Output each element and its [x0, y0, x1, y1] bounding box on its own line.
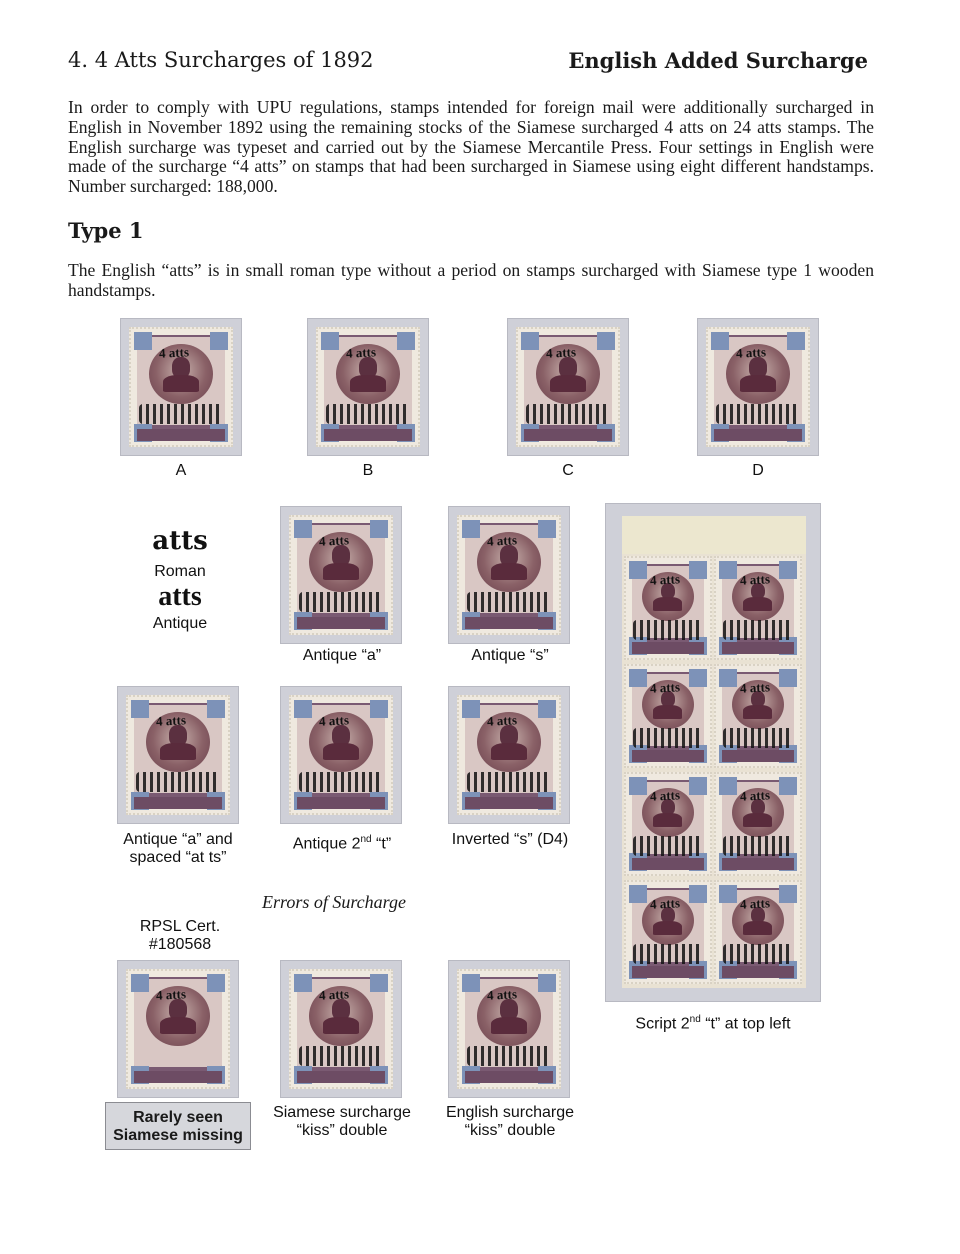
roman-sample: atts [152, 526, 208, 556]
overlay-text: 4 atts [739, 679, 770, 696]
caption-a: A [175, 462, 187, 479]
rare-line-1: Rarely seen [133, 1109, 223, 1126]
page-title: 4. 4 Atts Surcharges of 1892 [68, 48, 374, 72]
antique-label: Antique [152, 615, 208, 632]
stamp-image [129, 327, 233, 447]
caption-superscript: nd [689, 1014, 701, 1025]
overlay-text: 4 atts [155, 986, 187, 1004]
stamp-image [516, 327, 620, 447]
stamp-image [316, 327, 420, 447]
overlay-text: 4 atts [649, 571, 680, 588]
caption-siamese-kiss: Siamese surcharge “kiss” double [273, 1104, 411, 1139]
overlay-text: 4 atts [649, 895, 680, 912]
overlay-text: 4 atts [545, 344, 577, 362]
overlay-text: 4 atts [158, 344, 190, 362]
overlay-text: 4 atts [486, 712, 518, 730]
rare-line-2: Siamese missing [113, 1127, 243, 1144]
block-stamp [624, 556, 712, 660]
overlay-text: 4 atts [649, 787, 680, 804]
overlay-text: 4 atts [318, 712, 350, 730]
stamp-mount-b [307, 318, 429, 456]
block-stamp [624, 880, 712, 984]
overlay-text: 4 atts [739, 787, 770, 804]
caption-inverted-s: Inverted “s” (D4) [451, 831, 569, 848]
overlay-text: 4 atts [739, 571, 770, 588]
stamp-mount-english-kiss [448, 960, 570, 1098]
stamp-mount-antique-s [448, 506, 570, 644]
caption-text: Antique 2 [292, 835, 361, 853]
intro-paragraph: In order to comply with UPU regulations, stamps intended for foreign mail were additionally surcharged in English in November 1892 using the remaining stocks of the Siamese surcharged 4 atts on 24 atts stamps. The English surcharge was typeset and carried out by the Siamese Mercantile Press. Four settings in English were made of the surcharge “4 atts” on stamps that had been surcharged in Siamese using eight different handstamps. Number surcharged: 188,000. [68, 97, 874, 197]
stamp-mount-c [507, 318, 629, 456]
overlay-text: 4 atts [486, 532, 518, 550]
stamp-mount-antique-a [280, 506, 402, 644]
block-stamp [714, 880, 802, 984]
stamp-image [289, 515, 393, 635]
stamp-image [289, 969, 393, 1089]
caption-block [605, 1011, 821, 1033]
caption-text: Script 2 [635, 1015, 690, 1033]
overlay-text: 4 atts [739, 895, 770, 912]
overlay-text: 4 atts [735, 344, 767, 362]
caption-spaced: Antique “a” and spaced “at ts” [123, 831, 233, 866]
stamp-mount-antique-t [280, 686, 402, 824]
stamp-mount-a [120, 318, 242, 456]
rpsl-cert: RPSL Cert. #180568 [139, 918, 221, 953]
stamp-mount-spaced [117, 686, 239, 824]
block-stamp [624, 664, 712, 768]
section-title: English Added Surcharge [568, 48, 868, 73]
errors-heading: Errors of Surcharge [262, 892, 406, 912]
stamp-image [706, 327, 810, 447]
type-heading: Type 1 [68, 218, 144, 243]
caption-text: “t” at top left [700, 1015, 791, 1033]
overlay-text: 4 atts [318, 532, 350, 550]
caption-antique-a: Antique “a” [302, 647, 382, 664]
stamp-mount-inverted-s [448, 686, 570, 824]
block-stamp [714, 664, 802, 768]
caption-antique-t [262, 831, 422, 853]
antique-sample: atts [158, 581, 202, 612]
caption-b: B [362, 462, 374, 479]
overlay-text: 4 atts [649, 679, 680, 696]
block-stamp [624, 772, 712, 876]
stamp-mount-missing [117, 960, 239, 1098]
stamp-block-mount [605, 503, 821, 1002]
block-stamp [714, 772, 802, 876]
caption-superscript: nd [360, 834, 372, 845]
overlay-text: 4 atts [155, 712, 187, 730]
caption-d: D [752, 462, 764, 479]
stamp-image [457, 515, 561, 635]
sheet-selvage [622, 516, 806, 554]
stamp-mount-d [697, 318, 819, 456]
caption-antique-s: Antique “s” [471, 647, 549, 664]
rare-box [105, 1102, 251, 1150]
block-stamp [714, 556, 802, 660]
stamp-image [457, 969, 561, 1089]
stamp-image [126, 969, 230, 1089]
stamp-image [126, 695, 230, 815]
caption-english-kiss: English surcharge “kiss” double [445, 1104, 575, 1139]
overlay-text: 4 atts [318, 986, 350, 1004]
stamp-image [457, 695, 561, 815]
overlay-text: 4 atts [486, 986, 518, 1004]
overlay-text: 4 atts [345, 344, 377, 362]
type-description: The English “atts” is in small roman type without a period on stamps surcharged with Siamese type 1 wooden handstamps. [68, 260, 874, 300]
caption-text: “t” [371, 835, 392, 853]
roman-label: Roman [154, 563, 206, 580]
stamp-mount-siamese-kiss [280, 960, 402, 1098]
caption-c: C [562, 462, 574, 479]
stamp-image [289, 695, 393, 815]
